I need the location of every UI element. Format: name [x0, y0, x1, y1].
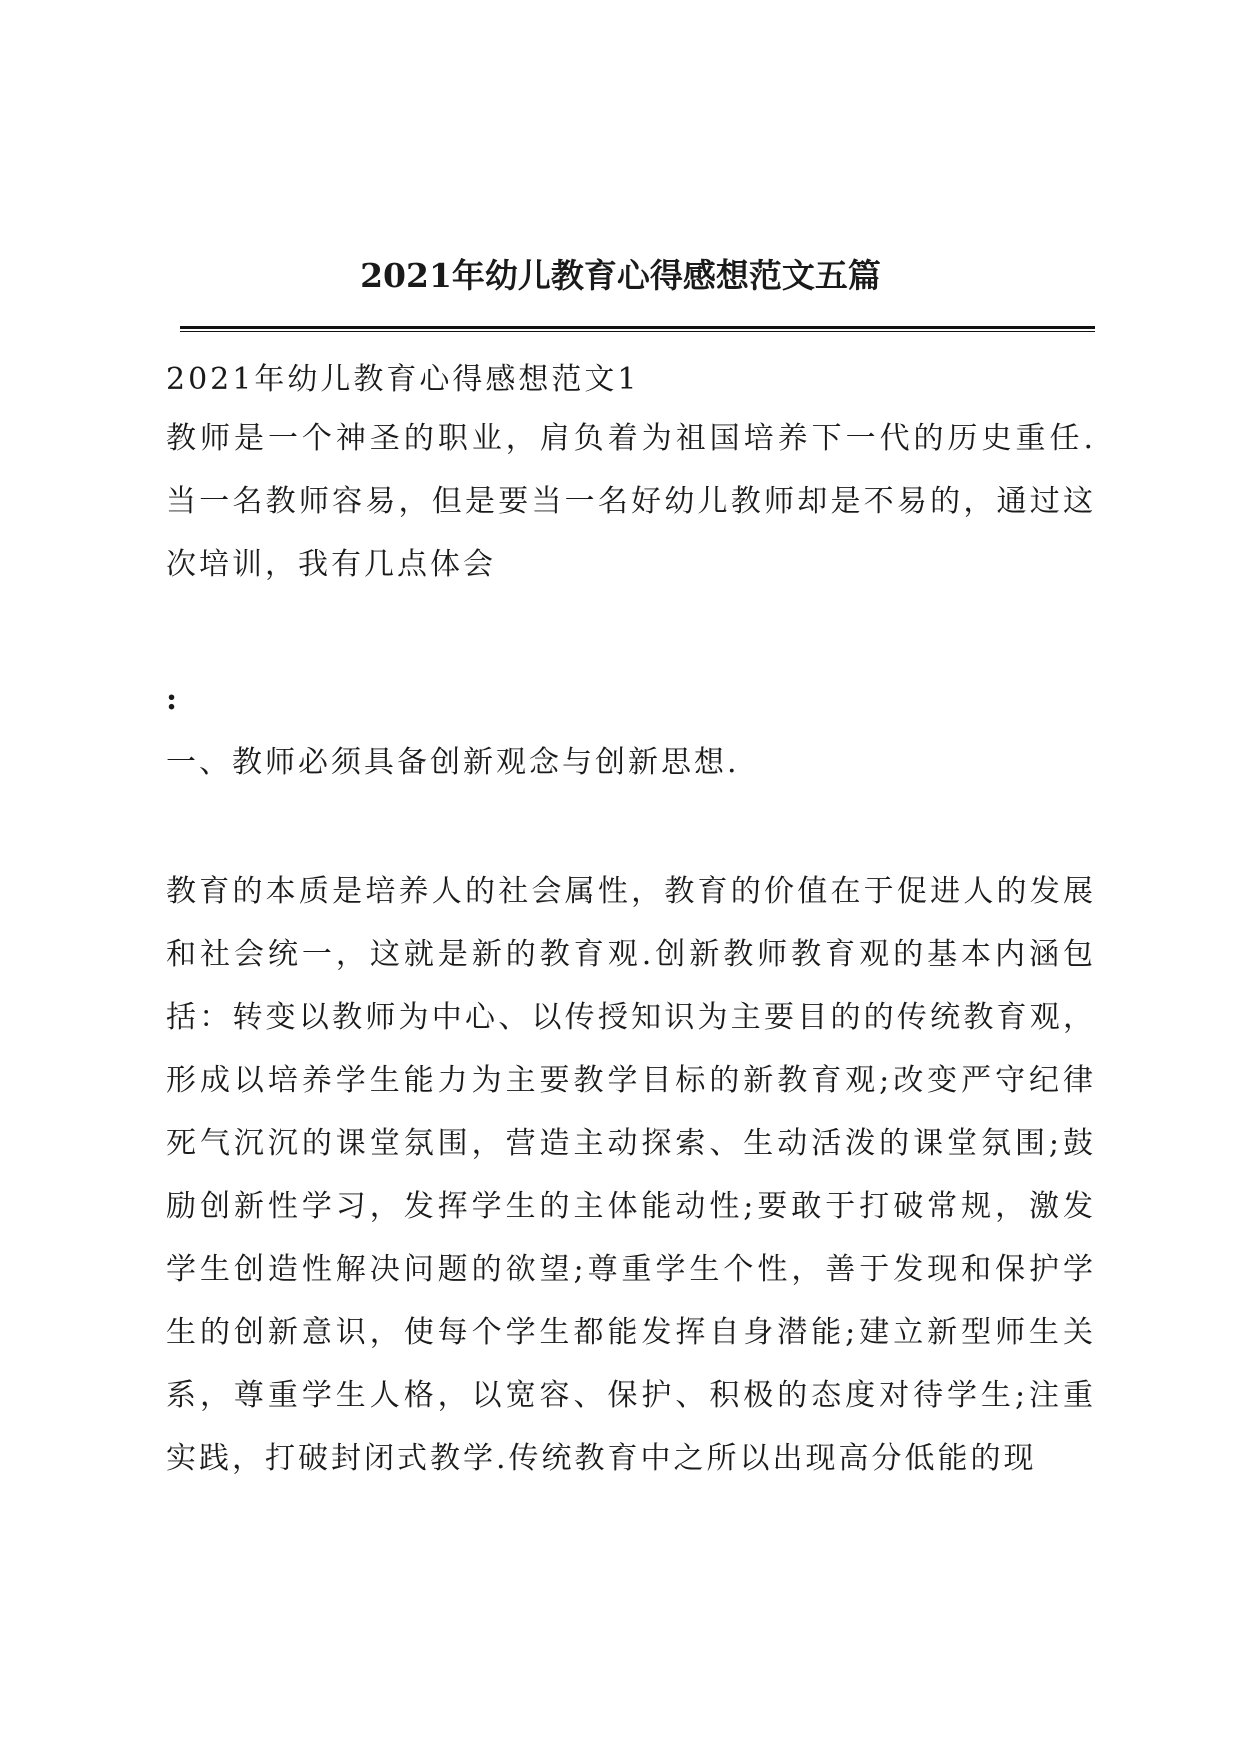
point-one-paragraph: 教育的本质是培养人的社会属性，教育的价值在于促进人的发展和社会统一，这就是新的教育观.创新教师教育观的基本内涵包括：转变以教师为中心、以传授知识为主要目的的传统教育观，形成以培养学生能力为主要教学目标的新教育观;改变严守纪律死气沉沉的课堂氛围，营造主动探索、生动活泼的课堂氛围;鼓励创新性学习，发挥学生的主体能动性;要敢于打破常规，激发学生创造性解决问题的欲望;尊重学生个性，善于发现和保护学生的创新意识，使每个学生都能发挥自身潜能;建立新型师生关系，尊重学生人格，以宽容、保护、积极的态度对待学生;注重实践，打破封闭式教学.传统教育中之所以出现高分低能的现: [166, 874, 1096, 1476]
title-divider: [180, 326, 1095, 332]
section-subtitle: 2021年幼儿教育心得感想范文1: [166, 362, 640, 397]
document-title: 2021年幼儿教育心得感想范文五篇: [360, 256, 881, 295]
document-body: [166, 355, 1096, 1490]
colon-line: :: [166, 682, 181, 717]
point-one-heading: 一、教师必须具备创新观念与创新思想.: [166, 745, 740, 780]
intro-paragraph: 教师是一个神圣的职业，肩负着为祖国培养下一代的历史重任.当一名教师容易，但是要当一名好幼儿教师却是不易的，通过这次培训，我有几点体会: [166, 421, 1096, 582]
